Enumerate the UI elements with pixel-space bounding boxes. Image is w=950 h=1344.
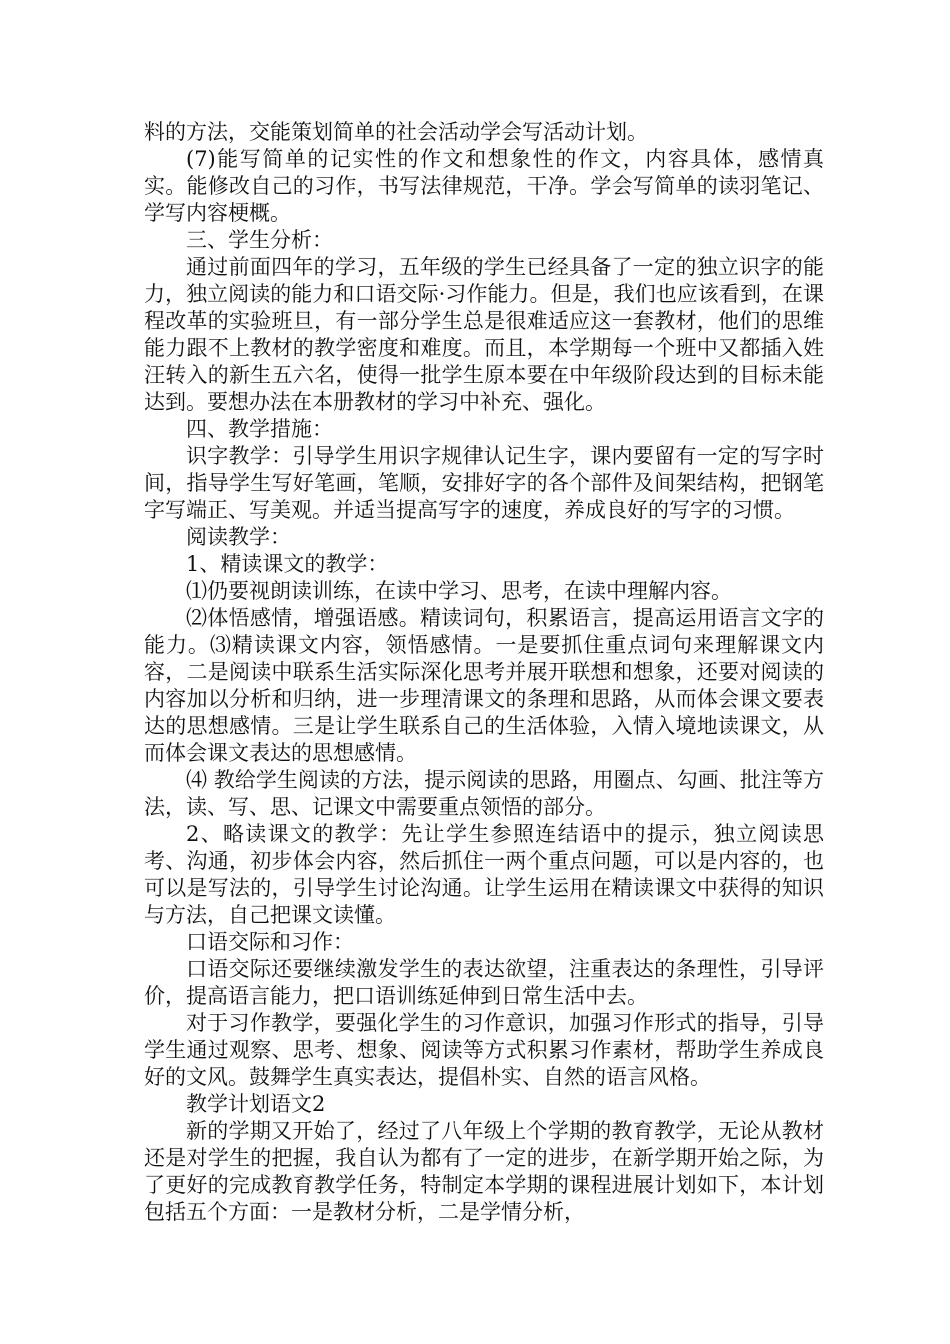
paragraph-new-semester: 新的学期又开始了，经过了八年级上个学期的教育教学，无论从教材还是对学生的把握，我自认为都有了一定的进步，在新学期开始之际，为了更好的完成教育教学任务，特制定本学期的课程进展计划如下，本计划包括五个方面：一是教材分析，二是学情分析， <box>144 1119 824 1224</box>
paragraph-oral-communication: 口语交际还要继续激发学生的表达欲望，注重表达的条理性，引导评价，提高语言能力，把口语训练延伸到日常生活中去。 <box>144 957 824 1008</box>
paragraph-reading-point-1: ⑴仍要视朗读训练，在读中学习、思考，在读中理解内容。 <box>186 579 732 603</box>
paragraph-item-7: (7)能写简单的记实性的作文和想象性的作文，内容具体，感情真实。能修改自己的习作，书写法律规范，干净。学会写简单的读羽笔记、学写内容梗概。 <box>144 147 824 225</box>
document-body <box>144 119 824 1226</box>
paragraph-literacy-teaching: 识字教学：引导学生用识字规律认记生字，课内要留有一定的写字时间，指导学生写好笔画，笔顺，安排好字的各个部件及间架结构，把钢笔字写端正、写美观。并适当提高写字的速度，养成良好的写字的习惯。 <box>144 444 824 522</box>
section-title-plan-2: 教学计划语文2 <box>186 1092 326 1116</box>
paragraph-student-analysis: 通过前面四年的学习，五年级的学生已经具备了一定的独立识字的能力，独立阅读的能力和口语交际·习作能力。但是，我们也应该看到，在课程改革的实验班旦，有一部分学生总是很难适应这一套教材，他们的思维能力跟不上教材的教学密度和难度。而且，本学期每一个班中又都插入姓汪转入的新生五六名，使得一批学生原本要在中年级阶段达到的目标未能达到。要想办法在本册教材的学习中补充、强化。 <box>144 255 824 414</box>
paragraph-reading-point-2-3: ⑵体悟感情，增强语感。精读词句，积累语言，提高运用语言文字的能力。⑶精读课文内容，领悟感情。一是要抓住重点词句来理解课文内容，二是阅读中联系生活实际深化思考并展开联想和想象，还要对阅读的内容加以分析和归纳，进一步理清课文的条理和思路，从而体会课文要表达的思想感情。三是让学生联系自己的生活体验，入情入境地读课文，从而体会课文表达的思想感情。 <box>144 606 824 765</box>
paragraph-reading-point-4: ⑷ 教给学生阅读的方法，提示阅读的思路，用圈点、勾画、批注等方法，读、写、思、记课文中需要重点领悟的部分。 <box>144 768 824 819</box>
subheading-oral-writing: 口语交际和习作： <box>186 930 354 954</box>
paragraph-skim-reading: 2、略读课文的教学：先让学生参照连结语中的提示，独立阅读思考、沟通，初步体会内容，然后抓住一两个重点问题，可以是内容的，也可以是写法的，引导学生讨论沟通。让学生运用在精读课文中获得的知识与方法，自己把课文读懂。 <box>144 822 824 927</box>
subheading-intensive-reading: 1、精读课文的教学： <box>186 552 389 576</box>
section-heading-student-analysis: 三、学生分析： <box>186 228 333 252</box>
section-heading-teaching-measures: 四、教学措施： <box>186 417 333 441</box>
paragraph-continuation: 料的方法，交能策划简单的社会活动学会写活动计划。 <box>144 120 648 144</box>
paragraph-writing-teaching: 对于习作教学，要强化学生的习作意识，加强习作形式的指导，引导学生通过观察、思考、想象、阅读等方式积累习作素材，帮助学生养成良好的文风。鼓舞学生真实表达，提倡朴实、自然的语言风格。 <box>144 1011 824 1089</box>
subheading-reading-teaching: 阅读教学： <box>186 525 291 549</box>
